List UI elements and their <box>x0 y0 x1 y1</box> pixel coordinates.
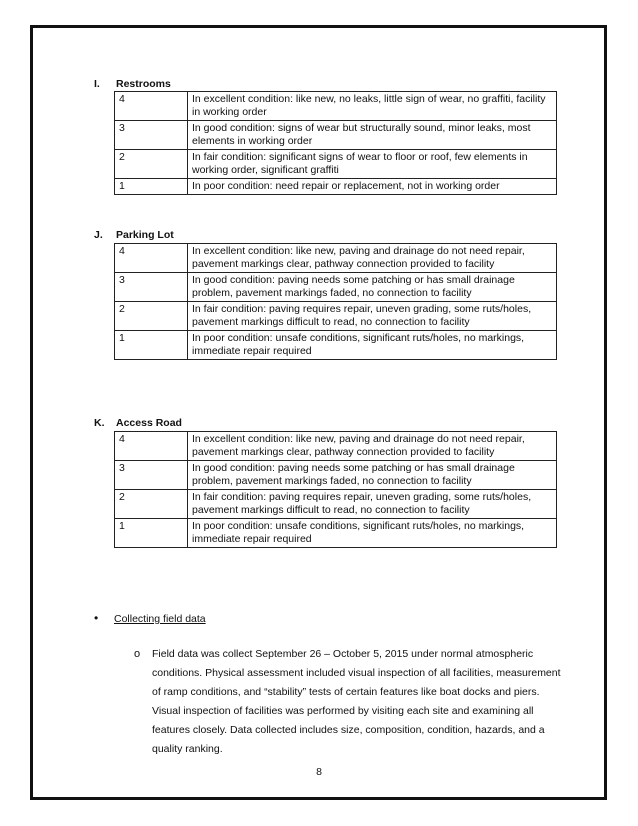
score-cell: 2 <box>115 150 188 179</box>
description-cell: In excellent condition: like new, paving and drainage do not need repair, pavement markings clear, pathway connection provided to facility <box>188 244 557 273</box>
table-row <box>115 179 557 195</box>
score-cell: 4 <box>115 244 188 273</box>
table-row <box>115 331 557 360</box>
score-cell: 3 <box>115 273 188 302</box>
list-item <box>94 612 564 626</box>
bullet-heading: Collecting field data <box>114 613 206 625</box>
table-row <box>115 490 557 519</box>
description-cell: In poor condition: need repair or replacement, not in working order <box>188 179 557 195</box>
table-row <box>115 244 557 273</box>
table-row <box>115 121 557 150</box>
section-name: Access Road <box>116 417 182 429</box>
description-cell: In poor condition: unsafe conditions, significant ruts/holes, no markings, immediate repair required <box>188 331 557 360</box>
rating-table-restrooms <box>114 91 557 195</box>
rating-table-parking-lot <box>114 243 557 360</box>
table-row <box>115 92 557 121</box>
section-letter: J. <box>94 229 103 241</box>
score-cell: 4 <box>115 432 188 461</box>
description-cell: In good condition: paving needs some patching or has small drainage problem, pavement markings faded, no connection to facility <box>188 461 557 490</box>
table-row <box>115 150 557 179</box>
score-cell: 4 <box>115 92 188 121</box>
score-cell: 1 <box>115 179 188 195</box>
section-name: Parking Lot <box>116 229 174 241</box>
description-cell: In poor condition: unsafe conditions, significant ruts/holes, no markings, immediate repair required <box>188 519 557 548</box>
score-cell: 3 <box>115 461 188 490</box>
table-row <box>115 432 557 461</box>
section-title-parking-lot <box>94 229 174 241</box>
table-row <box>115 461 557 490</box>
score-cell: 3 <box>115 121 188 150</box>
score-cell: 2 <box>115 302 188 331</box>
bullet-icon: • <box>94 611 99 625</box>
section-title-restrooms <box>94 78 171 90</box>
circle-bullet-icon: o <box>134 648 141 660</box>
table-row <box>115 273 557 302</box>
description-cell: In excellent condition: like new, paving and drainage do not need repair, pavement markings clear, pathway connection provided to facility <box>188 432 557 461</box>
rating-table-access-road <box>114 431 557 548</box>
section-name: Restrooms <box>116 78 171 90</box>
description-cell: In fair condition: paving requires repair, uneven grading, some ruts/holes, pavement markings difficult to read, no connection to facility <box>188 302 557 331</box>
description-cell: In good condition: signs of wear but structurally sound, minor leaks, most elements in working order <box>188 121 557 150</box>
score-cell: 2 <box>115 490 188 519</box>
section-letter: K. <box>94 417 105 429</box>
page-number: 8 <box>316 766 322 778</box>
description-cell: In fair condition: paving requires repair, uneven grading, some ruts/holes, pavement markings difficult to read, no connection to facility <box>188 490 557 519</box>
description-cell: In fair condition: significant signs of wear to floor or roof, few elements in working order, significant graffiti <box>188 150 557 179</box>
score-cell: 1 <box>115 331 188 360</box>
description-cell: In good condition: paving needs some patching or has small drainage problem, pavement markings faded, no connection to facility <box>188 273 557 302</box>
table-row <box>115 302 557 331</box>
field-data-list <box>94 612 564 759</box>
section-letter: I. <box>94 78 100 90</box>
table-row <box>115 519 557 548</box>
score-cell: 1 <box>115 519 188 548</box>
description-cell: In excellent condition: like new, no leaks, little sign of wear, no graffiti, facility in working order <box>188 92 557 121</box>
field-data-paragraph: Field data was collect September 26 – October 5, 2015 under normal atmospheric conditions. Physical assessment included visual inspection of all facilities, measurement of ramp conditions, and “stability” tests of certain features like boat docks and piers. Visual inspection of facilities was performed by visiting each site and examining all features closely. Data collected includes size, composition, condition, hazards, and a quality ranking. <box>152 648 561 755</box>
section-title-access-road <box>94 417 182 429</box>
list-item <box>134 645 564 759</box>
